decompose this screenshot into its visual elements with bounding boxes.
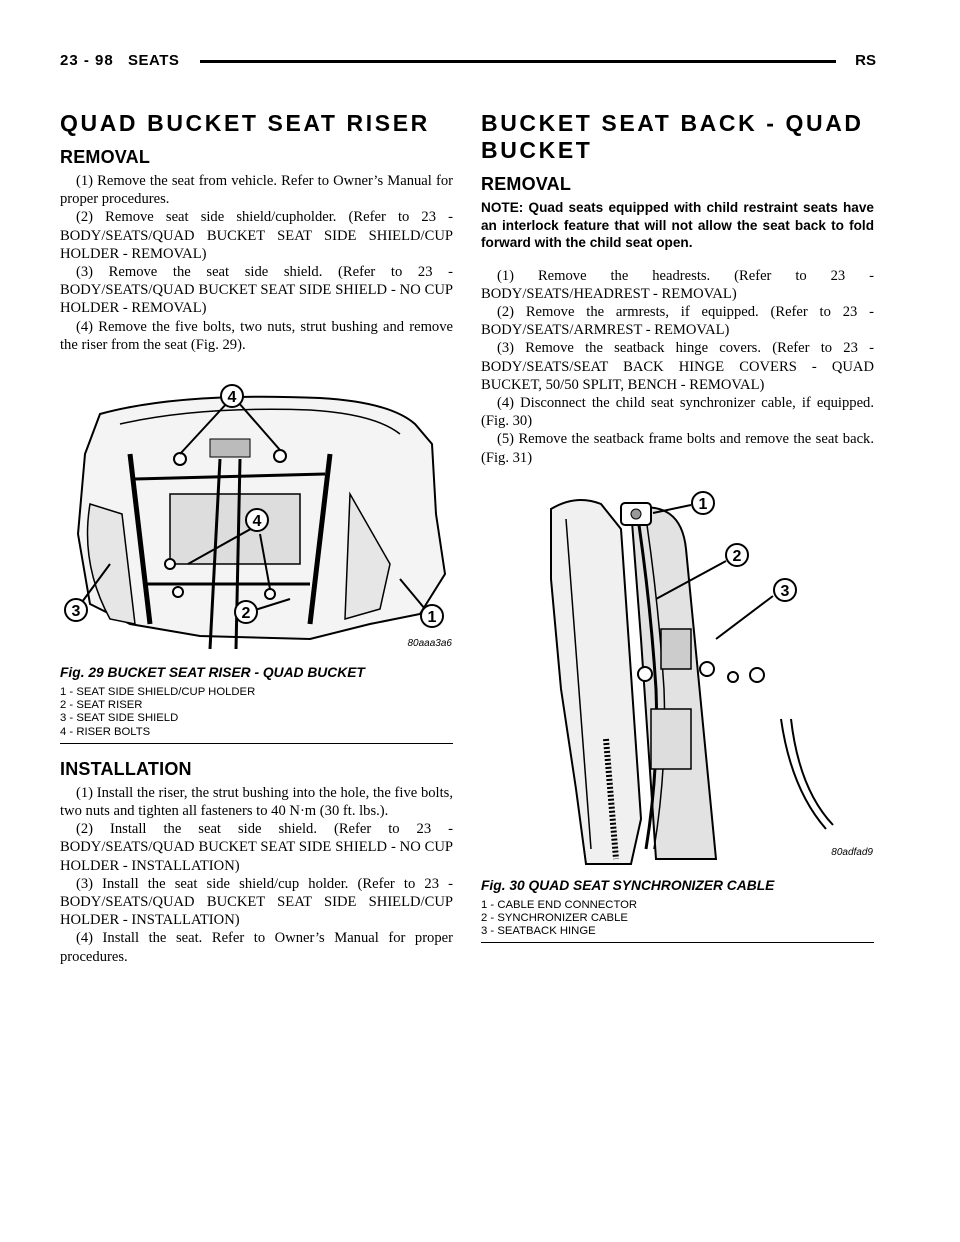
figure-legend (60, 686, 453, 739)
removal-step: (4) Disconnect the child seat synchronizer cable, if equipped. (Fig. 30) (481, 394, 874, 430)
figure-rule (481, 942, 874, 943)
seat-riser-illustration (60, 384, 453, 656)
installation-step: (3) Install the seat side shield/cup holder. (Refer to 23 - BODY/SEATS/QUAD BUCKET SEAT SIDE SHIELD/CUP HOLDER - INSTALLATION) (60, 875, 453, 929)
legend-item: 2 - SYNCHRONIZER CABLE (481, 911, 628, 924)
removal-heading: REMOVAL (481, 174, 572, 194)
removal-step: (1) Remove the headrests. (Refer to 23 - BODY/SEATS/HEADREST - REMOVAL) (481, 267, 874, 302)
installation-heading: INSTALLATION (60, 758, 192, 779)
removal-step: (3) Remove the seat side shield. (Refer to 23 - BODY/SEATS/QUAD BUCKET SEAT SIDE SHIELD - NO CUP HOLDER - REMOVAL) (60, 264, 453, 317)
section-heading: BUCKET SEAT BACK - QUAD BUCKET (481, 110, 864, 163)
svg-text:2: 2 (241, 605, 251, 623)
legend-item: 2 - SEAT RISER (60, 699, 143, 712)
svg-text:1: 1 (427, 609, 437, 627)
removal-step: (2) Remove the armrests, if equipped. (Refer to 23 - BODY/SEATS/ARMREST - REMOVAL) (481, 303, 874, 339)
legend-item: 1 - CABLE END CONNECTOR (481, 898, 638, 911)
installation-step: (1) Install the riser, the strut bushing into the hole, the five bolts, two nuts and tighten all fasteners to 40 N·m (30 ft. lbs.). (60, 784, 453, 820)
callout-4-top (221, 385, 243, 407)
removal-step: (2) Remove seat side shield/cupholder. (Refer to 23 - BODY/SEATS/QUAD BUCKET SEAT SIDE SHIELD/CUP HOLDER - REMOVAL) (60, 209, 453, 262)
left-column (60, 110, 453, 966)
figure-29 (60, 384, 453, 744)
svg-text:4: 4 (227, 389, 237, 407)
svg-text:4: 4 (252, 513, 262, 531)
synchronizer-cable-illustration (481, 489, 874, 869)
page-header (60, 52, 876, 72)
legend-item: 1 - SEAT SIDE SHIELD/CUP HOLDER (60, 686, 256, 699)
section-heading: QUAD BUCKET SEAT RISER (60, 110, 430, 136)
figure-code: 80aaa3a6 (407, 638, 452, 650)
page-number: 23 - 98 (60, 52, 114, 69)
installation-step: (2) Install the seat side shield. (Refer to 23 - BODY/SEATS/QUAD BUCKET SEAT SIDE SHIELD - NO CUP HOLDER - INSTALLATION) (60, 821, 453, 874)
removal-step: (3) Remove the seatback hinge covers. (Refer to 23 - BODY/SEATS/SEAT BACK HINGE COVERS - QUAD BUCKET, 50/50 SPLIT, BENCH - REMOVAL) (481, 340, 874, 393)
callout-1 (421, 605, 443, 627)
callout-2 (235, 601, 257, 623)
removal-step: (5) Remove the seatback frame bolts and remove the seat back. (Fig. 31) (481, 431, 874, 466)
removal-step: (1) Remove the seat from vehicle. Refer to Owner’s Manual for proper procedures. (60, 173, 453, 208)
removal-step: (4) Remove the five bolts, two nuts, strut bushing and remove the riser from the seat (Fig. 29). (60, 318, 453, 353)
callout-4-center (246, 509, 268, 531)
callout-3 (774, 579, 796, 601)
header-rule (200, 60, 836, 63)
note-paragraph: NOTE: Quad seats equipped with child restraint seats have an interlock feature that will not allow the seat back to fold forward with the child seat open. (481, 200, 874, 250)
legend-item: 3 - SEAT SIDE SHIELD (60, 712, 179, 725)
vehicle-code: RS (855, 52, 876, 69)
legend-item: 3 - SEATBACK HINGE (481, 925, 596, 938)
legend-item: 4 - RISER BOLTS (60, 725, 151, 738)
removal-heading: REMOVAL (60, 147, 151, 167)
figure-code: 80adfad9 (831, 846, 873, 858)
figure-caption: Fig. 29 BUCKET SEAT RISER - QUAD BUCKET (60, 665, 365, 681)
svg-text:3: 3 (780, 582, 790, 600)
figure-caption: Fig. 30 QUAD SEAT SYNCHRONIZER CABLE (481, 877, 775, 893)
callout-2 (726, 544, 748, 566)
installation-step: (4) Install the seat. Refer to Owner’s Manual for proper procedures. (60, 930, 453, 965)
svg-text:1: 1 (698, 495, 708, 513)
svg-text:3: 3 (71, 603, 81, 621)
callout-1 (692, 492, 714, 514)
callout-3 (65, 599, 87, 621)
section-title: SEATS (128, 52, 180, 69)
svg-text:2: 2 (732, 547, 742, 565)
right-column (481, 110, 874, 943)
figure-legend (481, 899, 874, 939)
figure-30 (481, 489, 874, 944)
figure-rule (60, 743, 453, 744)
